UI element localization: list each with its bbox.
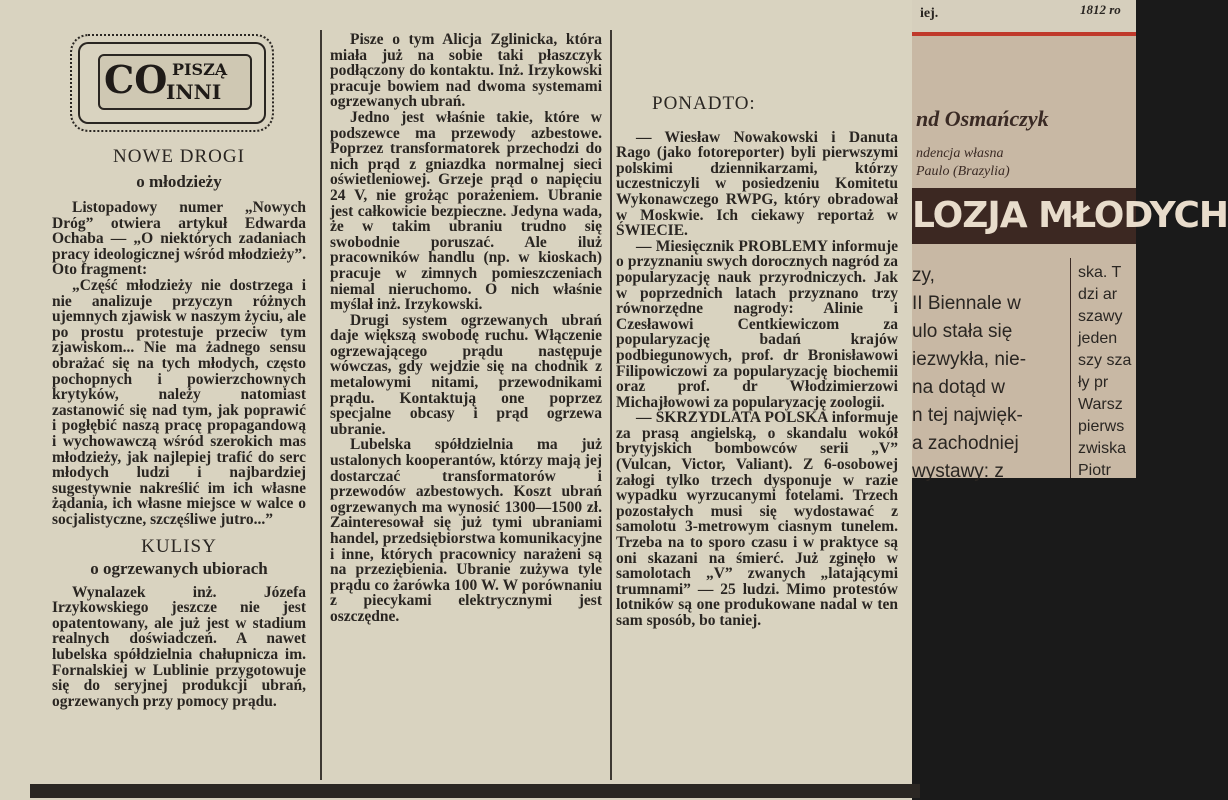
section2-paragraph: Lubelska spółdzielnia ma już ustalonych kooperantów, którzy mają jej dostarczać transformatorów i przewodów azbestowych. Koszt ubrań ogrzewanych ma wynosić 1300—1500 zł. Zainteresował się już tymi ubraniami handel, przedsiębiorstwa komunikacyjne i inne, których pracownicy narażeni są na przeziębienia. Ubranie zużywa tyle prądu co żarówka 100 W. W porównaniu z piecykami elektrycznymi jest oszczędne.: [330, 436, 602, 625]
adjacent-line: Piotr: [1078, 462, 1111, 479]
section3-title: PONADTO:: [652, 93, 756, 114]
adjacent-line: ły pr: [1078, 374, 1109, 391]
adjacent-column-b: [1078, 262, 1136, 482]
bottom-rule: [30, 784, 920, 798]
logo-inni-text: INNI: [166, 80, 222, 104]
adjacent-top-right-text: 1812 ro: [1080, 2, 1121, 17]
section1-title: NOWE DROGI: [113, 146, 245, 167]
adjacent-top-left-text: iej.: [920, 6, 939, 21]
co-pisza-inni-logo: [70, 34, 274, 132]
adjacent-line: ulo stała się: [912, 321, 1013, 342]
column-2: [330, 32, 602, 625]
section1-subtitle: o młodzieży: [136, 172, 222, 191]
adjacent-location-line: Paulo (Brazylia): [916, 164, 1010, 179]
column-divider-1: [320, 30, 322, 780]
section2-paragraph: Jedno jest właśnie takie, które w podszewce ma przewody azbestowe. Poprzez transformatorek przechodzi do nich prąd z gniazdka normalnej sieci oświetleniowej. Grzeje prąd o napięciu 24 V, nie grożąc porażeniem. Ubranie jest całkowicie bezpieczne. Jedyna wada, że w takim ubraniu trudno się swobodnie poruszać. Ale iluż pracowników handlu (np. w kioskach) pracuje w zimnych pomieszczeniach niemal nieruchomo. O nich właśnie myślał inż. Irzykowski.: [330, 108, 602, 314]
adjacent-column-divider: [1070, 258, 1071, 478]
adjacent-line: szawy: [1078, 308, 1123, 325]
section1-quote: „Część młodzieży nie dostrzega i nie analizuje przyczyn różnych ujemnych zjawisk w naszym życiu, ale po prostu protestuje przeciw tym zjawiskom... Nie ma żadnego sensu obrażać się na tych młodych, często pochopnych i powierzchownych krytyków, należy natomiast zastanowić się nad tym, jak poprawić i pogłębić naszą pracę propagandową i wychowawczą wśród szerokich mas młodzieży, jak najlepiej trafić do serc młodych ludzi i najbardziej sugestywnie nakreślić im ich własne żądania, ich własne miejsce w walce o socjalistyczne, szczęśliwe jutro...”: [52, 276, 306, 528]
adjacent-line: a zachodniej: [912, 433, 1019, 454]
adjacent-page-fragment: [912, 0, 1228, 482]
section3-paragraph: — Miesięcznik PROBLEMY informuje o przyznaniu swych dorocznych nagród za popularyzację nauk przyrodniczych. Jak w poprzednich latach przyznano trzy równorzędne nagrody: Alinie i Czesławowi Centkiewiczom za popularyzację badań krajów podbiegunowych, prof. dr Bronisławowi Filipowiczowi za popularyzację biochemii oraz prof. dr Włodzimierzowi Michajłowowi za popularyzację zoologii.: [616, 237, 898, 411]
adjacent-correspondence-line: ndencja własna: [916, 146, 1004, 161]
adjacent-line: Warsz: [1078, 396, 1123, 413]
adjacent-line: wystawy: z: [912, 461, 1004, 482]
section2-paragraph: Pisze o tym Alicja Zglinicka, która miała już na sobie taki płaszczyk podłączony do kontaktu. Inż. Irzykowski pracuje bowiem nad dwoma systemami ogrzewanych ubrań.: [330, 31, 602, 111]
adjacent-line: dzi ar: [1078, 286, 1118, 303]
section3-paragraph: — Wiesław Nowakowski i Danuta Rago (jako fotoreporter) byli pierwszymi polskimi dziennikarzami, którzy uczestniczyli w posiedzeniu Komitetu Wykonawczego RWPG, który obradował w Moskwie. Ich ciekawy reportaż w ŚWIECIE.: [616, 128, 898, 240]
adjacent-headline: LOZJA MŁODYCH: [912, 188, 1136, 244]
adjacent-top-strip: [912, 0, 1136, 36]
logo-pisza-text: PISZĄ: [172, 60, 228, 79]
logo-frame: [98, 54, 252, 110]
adjacent-line: szy sza: [1078, 352, 1132, 369]
adjacent-line: na dotąd w: [912, 377, 1005, 398]
adjacent-line: II Biennale w: [912, 293, 1021, 314]
adjacent-line: iezwykła, nie-: [912, 349, 1027, 370]
adjacent-line: ska. T: [1078, 264, 1122, 281]
adjacent-line: jeden: [1078, 330, 1118, 347]
section3-paragraph: — SKRZYDLATA POLSKA informuje za prasą angielską, o skandalu wokół brytyjskich bombowców serii „V” (Vulcan, Victor, Valiant). Z 6-osobowej załogi tylko trzech dysponuje w razie wypadku wyrzucanymi fotelami. Trzech pozostałych musi się wydostawać z samolotu 3-metrowym ciasnym tunelem. Trzeba na to sporo czasu i w praktyce są oni skazani na śmierć. Już zginęło w samolotach „V” zwanych „latającymi trumnami” — 25 ludzi. Mimo protestów lotników są one produkowane nadal w ten sam sposób, bo taniej.: [616, 409, 898, 629]
section2-paragraph: Drugi system ogrzewanych ubrań daje większą swobodę ruchu. Włączenie ogrzewającego prądu następuje wówczas, gdy wejdzie się na chodnik z metalowymi nitami, przewodnikami prądu. Kontaktują one poprzez specjalne obcasy i prąd ogrzewa ubranie.: [330, 311, 602, 438]
logo-co-text: CO: [104, 57, 168, 102]
column-3: [616, 93, 898, 629]
column-divider-2: [610, 30, 612, 780]
adjacent-author: nd Osmańczyk: [916, 106, 1049, 131]
section2-paragraph-col1: Wynalazek inż. Józefa Irzykowskiego jeszcze nie jest opatentowany, ale już jest w stadium realnych doświadczeń. A nawet lubelska spółdzielnia chałupnicza im. Fornalskiej w Lublinie przygotowuje się do seryjnej produkcji ubrań, ogrzewanych przy pomocy prądu.: [52, 583, 306, 710]
adjacent-line: pierws: [1078, 418, 1125, 435]
adjacent-line: zy,: [912, 265, 935, 286]
adjacent-line: n tej najwięk-: [912, 405, 1023, 426]
section2-subtitle: o ogrzewanych ubiorach: [90, 559, 268, 579]
adjacent-line: zwiska: [1078, 440, 1127, 457]
section1-paragraph: Listopadowy numer „Nowych Dróg” otwiera artykuł Edwarda Ochaba — „O niektórych zadaniach pracy ideologicznej wśród młodzieży”. Oto fragment:: [52, 199, 306, 279]
adjacent-column-a: [912, 262, 1062, 486]
column-1: [52, 200, 306, 709]
section2-title: KULISY: [141, 536, 217, 558]
